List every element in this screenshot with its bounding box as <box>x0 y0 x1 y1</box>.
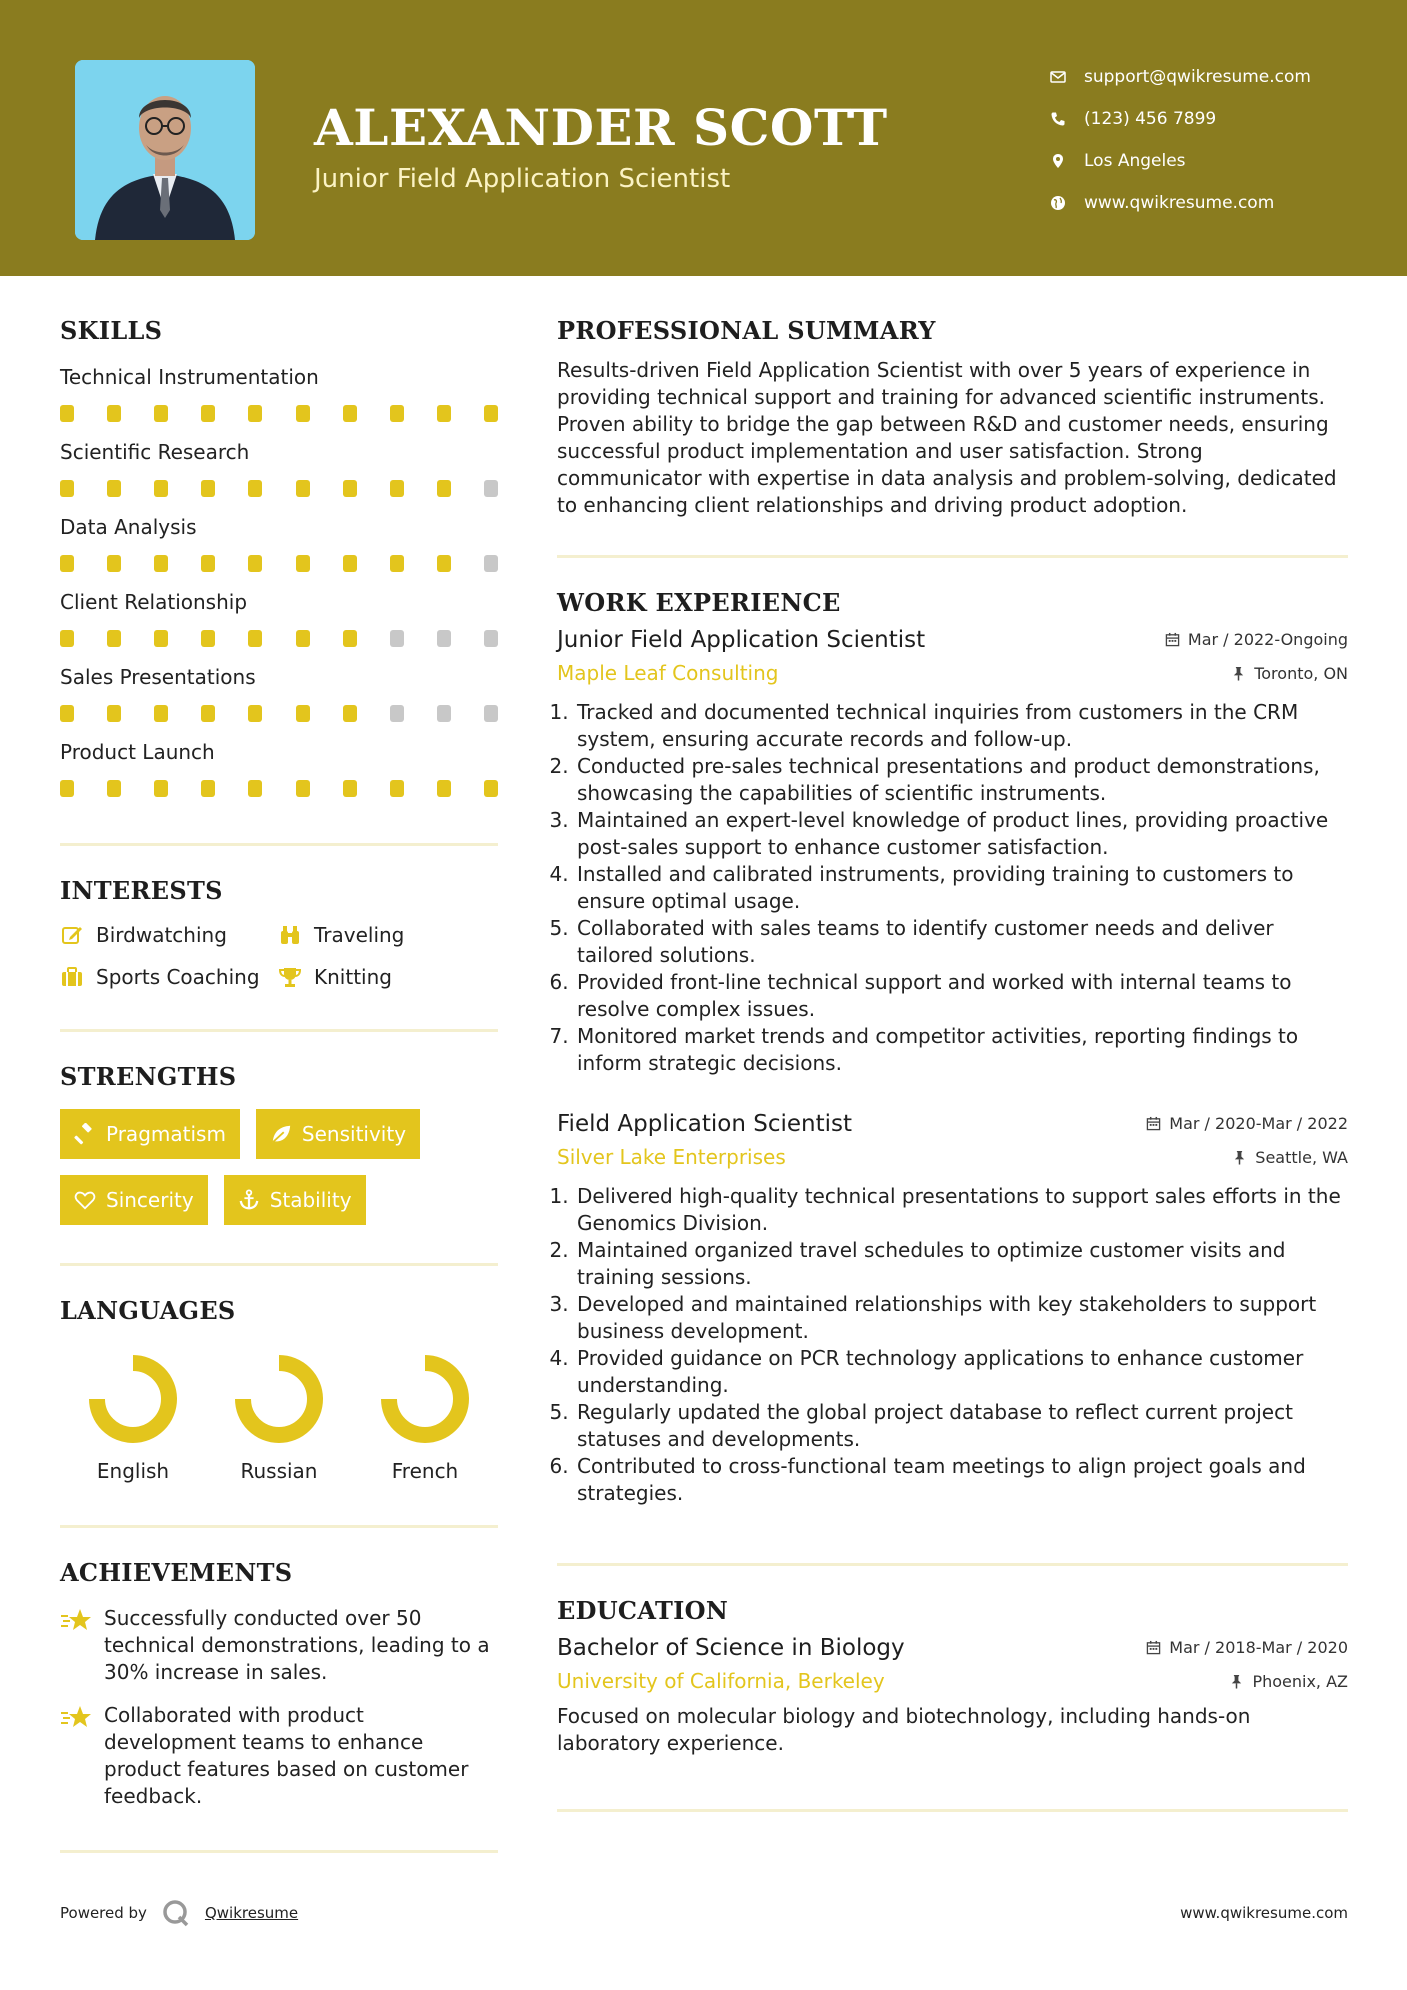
skill-dot-empty <box>437 705 451 722</box>
skill-item <box>60 665 498 722</box>
header-banner <box>0 0 1407 276</box>
interest-label: Sports Coaching <box>96 965 260 989</box>
envelope-icon <box>1050 69 1084 85</box>
skill-rating <box>60 630 498 647</box>
job-location <box>1232 1148 1348 1167</box>
skill-dot-filled <box>248 780 262 797</box>
skill-dot-empty <box>390 630 404 647</box>
contact-email-text: support@qwikresume.com <box>1084 67 1311 87</box>
skill-dot-filled <box>248 405 262 422</box>
skill-item <box>60 365 498 422</box>
skill-name: Scientific Research <box>60 440 250 464</box>
skills-heading: SKILLS <box>60 316 163 345</box>
job-duties <box>557 699 1348 1077</box>
skill-dot-filled <box>296 480 310 497</box>
job-entry <box>557 1111 1348 1507</box>
skill-dot-filled <box>390 780 404 797</box>
strength-badge <box>224 1175 366 1225</box>
person-portrait-icon <box>75 60 255 240</box>
company-name: Silver Lake Enterprises <box>557 1145 786 1169</box>
job-entry <box>557 627 1348 1077</box>
strength-badge <box>60 1175 208 1225</box>
languages-heading: LANGUAGES <box>60 1296 236 1325</box>
skill-rating <box>60 780 498 797</box>
job-dates-text: Mar / 2022-Ongoing <box>1187 630 1348 649</box>
footer-url[interactable]: www.qwikresume.com <box>1180 1904 1348 1922</box>
qwikresume-logo-icon <box>161 1898 191 1928</box>
anchor-icon <box>238 1189 260 1211</box>
skill-dot-filled <box>248 630 262 647</box>
skill-dot-filled <box>343 705 357 722</box>
language-name: Russian <box>240 1459 318 1483</box>
skill-dot-filled <box>343 555 357 572</box>
skill-dot-filled <box>201 555 215 572</box>
skill-dot-filled <box>201 630 215 647</box>
strength-badge <box>60 1109 240 1159</box>
language-level-ring <box>85 1351 181 1447</box>
language-item <box>206 1351 352 1483</box>
education-description: Focused on molecular biology and biotechnology, including hands-on laboratory experience. <box>557 1704 1251 1755</box>
section-divider <box>60 1850 498 1853</box>
footer <box>60 1898 1348 1928</box>
languages-list <box>60 1351 498 1483</box>
strengths-list <box>60 1109 498 1225</box>
interest-item <box>60 923 278 947</box>
skill-dot-filled <box>201 705 215 722</box>
contact-location <box>1050 140 1311 182</box>
contact-phone-text: (123) 456 7899 <box>1084 109 1217 129</box>
interest-item <box>278 923 478 947</box>
skill-dot-filled <box>60 780 74 797</box>
language-level-ring <box>231 1351 327 1447</box>
globe-icon <box>1050 195 1084 211</box>
job-dates <box>1165 630 1348 649</box>
skill-dot-filled <box>201 780 215 797</box>
job-duty: 1. Tracked and documented technical inquiries from customers in the CRM system, ensuring accurate records and follow-up. <box>575 699 1348 753</box>
strength-badge <box>256 1109 420 1159</box>
skill-dot-filled <box>296 705 310 722</box>
skill-dot-empty <box>484 480 498 497</box>
contact-phone[interactable] <box>1050 98 1311 140</box>
skill-dot-filled <box>296 555 310 572</box>
job-duty: 5. Regularly updated the global project database to reflect current project statuses and developments. <box>575 1399 1348 1453</box>
section-divider <box>557 555 1348 558</box>
gavel-icon <box>74 1123 96 1145</box>
interest-label: Traveling <box>314 923 405 947</box>
achievements-heading: ACHIEVEMENTS <box>60 1558 293 1587</box>
skill-dot-filled <box>154 630 168 647</box>
map-pin-icon <box>1050 153 1084 169</box>
achievement-item <box>60 1702 498 1810</box>
strengths-heading: STRENGTHS <box>60 1062 237 1091</box>
job-duty: 4. Provided guidance on PCR technology applications to enhance customer understanding. <box>575 1345 1348 1399</box>
skill-dot-filled <box>343 480 357 497</box>
skill-dot-filled <box>107 480 121 497</box>
candidate-name: ALEXANDER SCOTT <box>314 98 888 157</box>
section-divider <box>557 1809 1348 1812</box>
education-dates-text: Mar / 2018-Mar / 2020 <box>1169 1638 1348 1657</box>
job-title: Junior Field Application Scientist <box>557 627 926 653</box>
skill-rating <box>60 480 498 497</box>
skill-dot-empty <box>484 555 498 572</box>
education-entry <box>557 1635 1348 1757</box>
strength-label: Pragmatism <box>106 1122 226 1146</box>
skill-dot-filled <box>484 780 498 797</box>
job-dates <box>1146 1114 1348 1133</box>
skill-dot-filled <box>390 405 404 422</box>
skill-item <box>60 515 498 572</box>
skill-item <box>60 440 498 497</box>
interests-list <box>60 923 498 989</box>
skill-rating <box>60 405 498 422</box>
skill-dot-filled <box>60 555 74 572</box>
skill-dot-filled <box>343 630 357 647</box>
skill-name: Technical Instrumentation <box>60 365 319 389</box>
star-icon <box>60 1605 104 1686</box>
calendar-icon <box>1146 1116 1161 1131</box>
strength-label: Sincerity <box>106 1188 194 1212</box>
pushpin-icon <box>1232 1150 1247 1165</box>
section-divider <box>60 843 498 846</box>
language-item <box>352 1351 498 1483</box>
skill-dot-filled <box>107 780 121 797</box>
leaf-icon <box>270 1123 292 1145</box>
skill-dot-empty <box>484 705 498 722</box>
skill-rating <box>60 705 498 722</box>
skill-dot-filled <box>390 555 404 572</box>
skill-dot-filled <box>201 405 215 422</box>
skill-dot-filled <box>437 405 451 422</box>
job-dates-text: Mar / 2020-Mar / 2022 <box>1169 1114 1348 1133</box>
skill-dot-filled <box>107 405 121 422</box>
interests-heading: INTERESTS <box>60 876 223 905</box>
education-location-text: Phoenix, AZ <box>1252 1671 1348 1691</box>
skill-dot-filled <box>60 630 74 647</box>
interest-item <box>60 965 278 989</box>
calendar-icon <box>1165 632 1180 647</box>
skill-dot-filled <box>296 405 310 422</box>
skills-list <box>60 365 498 797</box>
skill-dot-filled <box>60 705 74 722</box>
job-duty: 2. Maintained organized travel schedules to optimize customer visits and training sessions. <box>575 1237 1348 1291</box>
language-name: French <box>391 1459 459 1483</box>
calendar-icon <box>1146 1640 1161 1655</box>
company-name: Maple Leaf Consulting <box>557 661 779 685</box>
skill-dot-filled <box>60 480 74 497</box>
education-dates <box>1146 1638 1348 1657</box>
pushpin-icon <box>1229 1674 1244 1689</box>
job-duty: 3. Maintained an expert-level knowledge of product lines, providing proactive post-sales support to enhance customer satisfaction. <box>575 807 1348 861</box>
strength-label: Stability <box>269 1188 352 1212</box>
strength-label: Sensitivity <box>301 1122 407 1146</box>
skill-dot-filled <box>201 480 215 497</box>
skill-dot-filled <box>437 480 451 497</box>
skill-dot-filled <box>107 705 121 722</box>
skill-dot-filled <box>248 555 262 572</box>
skill-item <box>60 590 498 647</box>
interest-label: Birdwatching <box>96 923 227 947</box>
pushpin-icon <box>1231 666 1246 681</box>
contact-email[interactable] <box>1050 56 1311 98</box>
skill-dot-filled <box>154 780 168 797</box>
summary-text: Results-driven Field Application Scientist with over 5 years of experience in providing technical support and training for advanced scientific instruments. Proven ability to bridge the gap between R&D and customer needs, ensuring successful product implementation and user satisfaction. Strong communicator with expertise in data analysis and problem-solving, dedicated to enhancing client relationships and driving product adoption. <box>557 358 1337 517</box>
school-name: University of California, Berkeley <box>557 1669 885 1693</box>
skill-dot-filled <box>484 405 498 422</box>
contact-website[interactable] <box>1050 182 1311 224</box>
skill-dot-filled <box>343 780 357 797</box>
section-divider <box>60 1263 498 1266</box>
skill-dot-filled <box>60 405 74 422</box>
achievements-list <box>60 1605 498 1810</box>
job-duty: 1. Delivered high-quality technical presentations to support sales efforts in the Genomics Division. <box>575 1183 1348 1237</box>
briefcase-icon <box>60 965 96 989</box>
degree-title: Bachelor of Science in Biology <box>557 1635 905 1661</box>
skill-item <box>60 740 498 797</box>
achievement-item <box>60 1605 498 1686</box>
section-divider <box>60 1525 498 1528</box>
job-duty: 6. Provided front-line technical support and worked with internal teams to resolve complex issues. <box>575 969 1348 1023</box>
job-location-text: Seattle, WA <box>1255 1147 1348 1167</box>
section-divider <box>60 1029 498 1032</box>
language-level-ring <box>377 1351 473 1447</box>
job-duty: 2. Conducted pre-sales technical presentations and product demonstrations, showcasing the capabilities of scientific instruments. <box>575 753 1348 807</box>
skill-name: Product Launch <box>60 740 215 764</box>
job-duty: 5. Collaborated with sales teams to identify customer needs and deliver tailored solutions. <box>575 915 1348 969</box>
edit-icon <box>60 923 96 947</box>
job-location <box>1231 664 1348 683</box>
education-location <box>1229 1672 1348 1691</box>
experience-heading: WORK EXPERIENCE <box>557 588 841 617</box>
skill-dot-filled <box>390 480 404 497</box>
achievement-text: Successfully conducted over 50 technical demonstrations, leading to a 30% increase in sales. <box>104 1606 490 1684</box>
job-duty: 7. Monitored market trends and competitor activities, reporting findings to inform strategic decisions. <box>575 1023 1348 1077</box>
job-duties <box>557 1183 1348 1507</box>
skill-dot-filled <box>154 705 168 722</box>
skill-dot-empty <box>390 705 404 722</box>
interest-label: Knitting <box>314 965 392 989</box>
contact-website-text: www.qwikresume.com <box>1084 193 1275 213</box>
brand-link[interactable]: Qwikresume <box>204 1904 299 1922</box>
skill-dot-filled <box>296 780 310 797</box>
skill-dot-filled <box>248 705 262 722</box>
candidate-title: Junior Field Application Scientist <box>314 164 731 194</box>
job-location-text: Toronto, ON <box>1254 663 1348 683</box>
skill-dot-filled <box>248 480 262 497</box>
job-duty: 3. Developed and maintained relationships with key stakeholders to support business development. <box>575 1291 1348 1345</box>
language-item <box>60 1351 206 1483</box>
skill-rating <box>60 555 498 572</box>
summary-heading: PROFESSIONAL SUMMARY <box>557 316 936 345</box>
binoculars-icon <box>278 923 314 947</box>
right-column <box>557 316 1348 1812</box>
left-column <box>60 316 498 1853</box>
contact-location-text: Los Angeles <box>1084 151 1186 171</box>
interest-item <box>278 965 478 989</box>
heart-icon <box>74 1189 96 1211</box>
skill-dot-empty <box>484 630 498 647</box>
skill-name: Client Relationship <box>60 590 248 614</box>
skill-dot-filled <box>107 630 121 647</box>
skill-dot-filled <box>154 480 168 497</box>
skill-dot-filled <box>437 780 451 797</box>
skill-dot-empty <box>437 630 451 647</box>
skill-dot-filled <box>154 405 168 422</box>
job-duty: 6. Contributed to cross-functional team meetings to align project goals and strategies. <box>575 1453 1348 1507</box>
trophy-icon <box>278 965 314 989</box>
skill-dot-filled <box>296 630 310 647</box>
profile-photo <box>75 60 255 240</box>
phone-icon <box>1050 111 1084 127</box>
star-icon <box>60 1702 104 1810</box>
skill-name: Sales Presentations <box>60 665 256 689</box>
powered-by <box>60 1898 298 1928</box>
contact-list <box>1050 56 1311 224</box>
skill-name: Data Analysis <box>60 515 197 539</box>
achievement-text: Collaborated with product development teams to enhance product features based on customer feedback. <box>104 1703 469 1808</box>
powered-by-label: Powered by <box>60 1904 147 1922</box>
job-title: Field Application Scientist <box>557 1111 852 1137</box>
education-heading: EDUCATION <box>557 1596 729 1625</box>
skill-dot-filled <box>154 555 168 572</box>
skill-dot-filled <box>343 405 357 422</box>
section-divider <box>557 1563 1348 1566</box>
language-name: English <box>96 1459 170 1483</box>
job-duty: 4. Installed and calibrated instruments, providing training to customers to ensure optimal usage. <box>575 861 1348 915</box>
skill-dot-filled <box>107 555 121 572</box>
skill-dot-filled <box>437 555 451 572</box>
